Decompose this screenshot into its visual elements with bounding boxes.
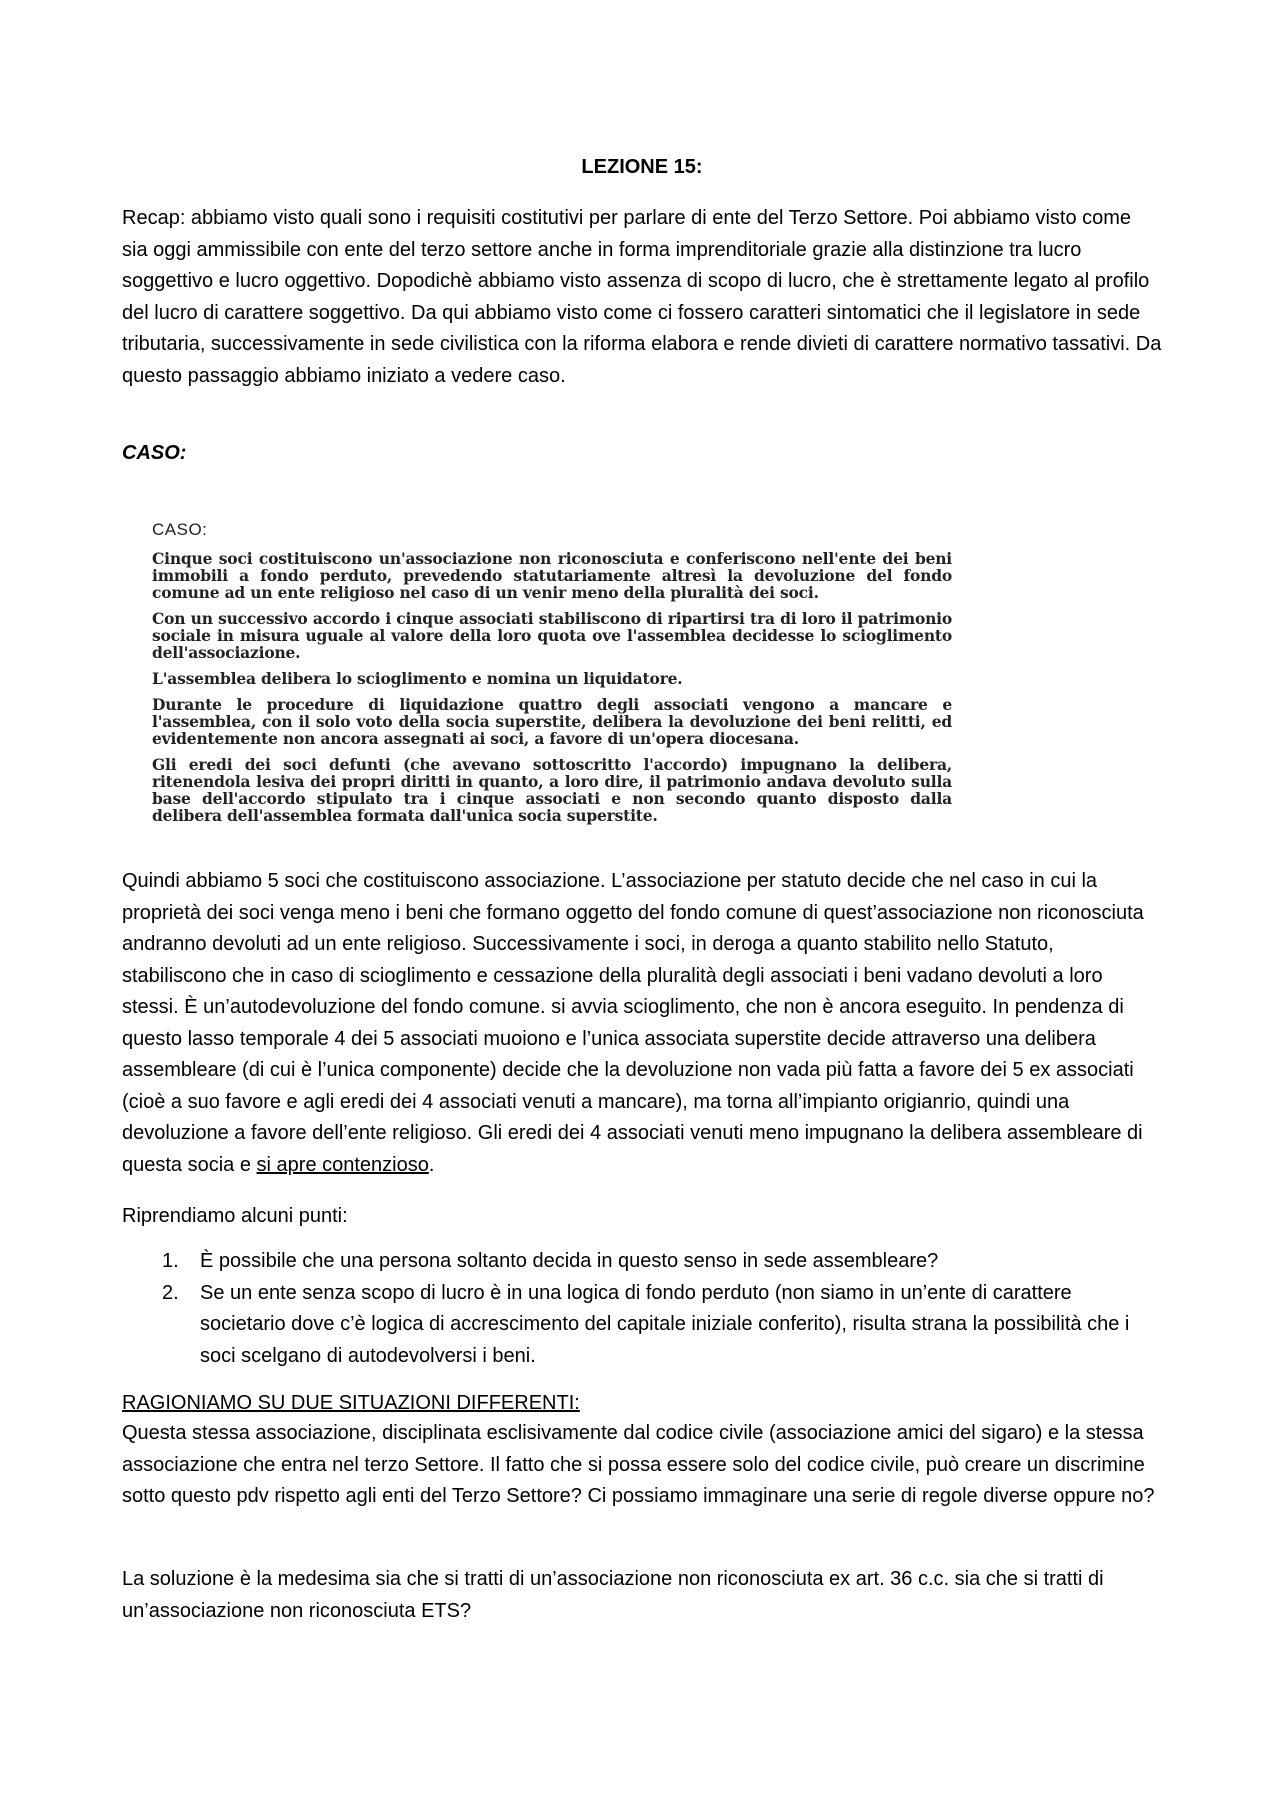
scan-paragraph-4: Durante le procedure di liquidazione quattro degli associati vengono a mancare e l'assemblea, con il solo voto della socia superstite, delibera la devoluzione dei beni relitti, ed evidentemente non ancora assegnati ai soci, a favore di un'opera diocesana.	[152, 695, 952, 748]
summary-paragraph	[122, 866, 1162, 1181]
points-list	[122, 1246, 1162, 1372]
summary-text: Quindi abbiamo 5 soci che costituiscono associazione. L’associazione per statuto decide che nel caso in cui la proprietà dei soci venga meno i beni che formano oggetto del fondo comune di quest’associazione non riconosciuta andranno devoluti ad un ente religioso. Successivamente i soci, in deroga a quanto stabilito nello Statuto, stabiliscono che in caso di scioglimento e cessazione della pluralità degli associati i beni vadano devoluti a loro stessi. È un’autodevoluzione del fondo comune. si avvia scioglimento, che non è ancora eseguito. In pendenza di questo lasso temporale 4 dei 5 associati muoiono e l’unica associata superstite decide attraverso una delibera assembleare (di cui è l’unica componente) decide che la devoluzione non vada più fatta a favore dei 5 ex associati (cioè a suo favore e agli eredi dei 4 associati venuti a mancare), ma torna all’impianto origianrio, quindi una devoluzione a favore dell’ente religioso. Gli eredi dei 4 associati venuti meno impugnano la delibera assembleare di questa socia e	[122, 870, 1144, 1176]
recap-paragraph: Recap: abbiamo visto quali sono i requisiti costitutivi per parlare di ente del Terzo Settore. Poi abbiamo visto come sia oggi ammissibile con ente del terzo settore anche in forma imprenditoriale grazie alla distinzione tra lucro soggettivo e lucro oggettivo. Dopodichè abbiamo visto assenza di scopo di lucro, che è strettamente legato al profilo del lucro di carattere soggettivo. Da qui abbiamo visto come ci fossero caratteri sintomatici che il legislatore in sede tributaria, successivamente in sede civilistica con la riforma elabora e rende divieti di carattere normativo tassativi. Da questo passaggio abbiamo iniziato a vedere caso.	[122, 207, 1162, 387]
case-label: CASO:	[122, 442, 187, 464]
list-item	[122, 1278, 1162, 1373]
situations-paragraph: Questa stessa associazione, disciplinata esclisivamente dal codice civile (associazione amici del sigaro) e la stessa associazione che entra nel terzo Settore. Il fatto che si possa essere solo del codice civile, può creare un discrimine sotto questo pdv rispetto agli enti del Terzo Settore? Ci possiamo immaginare una serie di regole diverse oppure no?	[122, 1422, 1155, 1507]
lesson-title: LEZIONE 15:	[581, 156, 703, 178]
section-heading: RAGIONIAMO SU DUE SITUAZIONI DIFFERENTI:	[122, 1392, 580, 1414]
riprendiamo-line: Riprendiamo alcuni punti:	[122, 1205, 348, 1227]
scan-heading: CASO:	[152, 520, 208, 539]
summary-underlined: si apre contenzioso	[256, 1153, 429, 1176]
case-scan-image	[152, 520, 952, 833]
summary-end: .	[428, 1153, 435, 1176]
list-number: 1.	[162, 1250, 179, 1272]
list-item	[122, 1246, 1162, 1278]
scan-paragraph-3: L'assemblea delibera lo scioglimento e nomina un liquidatore.	[152, 669, 683, 688]
list-text: Se un ente senza scopo di lucro è in una logica di fondo perduto (non siamo in un’ente di carattere societario dove c’è logica di accrescimento del capitale iniziale conferito), risulta strana la possibilità che i soci scelgano di autodevolversi i beni.	[200, 1281, 1130, 1367]
list-number: 2.	[162, 1281, 179, 1304]
question-paragraph: La soluzione è la medesima sia che si tratti di un’associazione non riconosciuta ex art. 36 c.c. sia che si tratti di un’associazione non riconosciuta ETS?	[122, 1568, 1104, 1622]
scan-paragraph-1: Cinque soci costituiscono un'associazione non riconosciuta e conferiscono nell'ente dei beni immobili a fondo perduto, prevedendo statutariamente altresì la devoluzione del fondo comune ad un ente religioso nel caso di un venir meno della pluralità dei soci.	[152, 549, 952, 602]
scan-paragraph-2: Con un successivo accordo i cinque associati stabiliscono di ripartirsi tra di loro il patrimonio sociale in misura uguale al valore della loro quota ove l'assemblea decidesse lo scioglimento dell'associazione.	[152, 609, 952, 662]
scan-paragraph-5: Gli eredi dei soci defunti (che avevano sottoscritto l'accordo) impugnano la delibera, ritenendola lesiva dei propri diritti in quanto, a loro dire, il patrimonio andava devoluto sulla base dell'accordo stipulato tra i cinque associati e non secondo quanto disposto dalla delibera dell'assemblea formata dall'unica socia superstite.	[152, 755, 952, 825]
list-text: È possibile che una persona soltanto decida in questo senso in sede assembleare?	[200, 1250, 939, 1272]
